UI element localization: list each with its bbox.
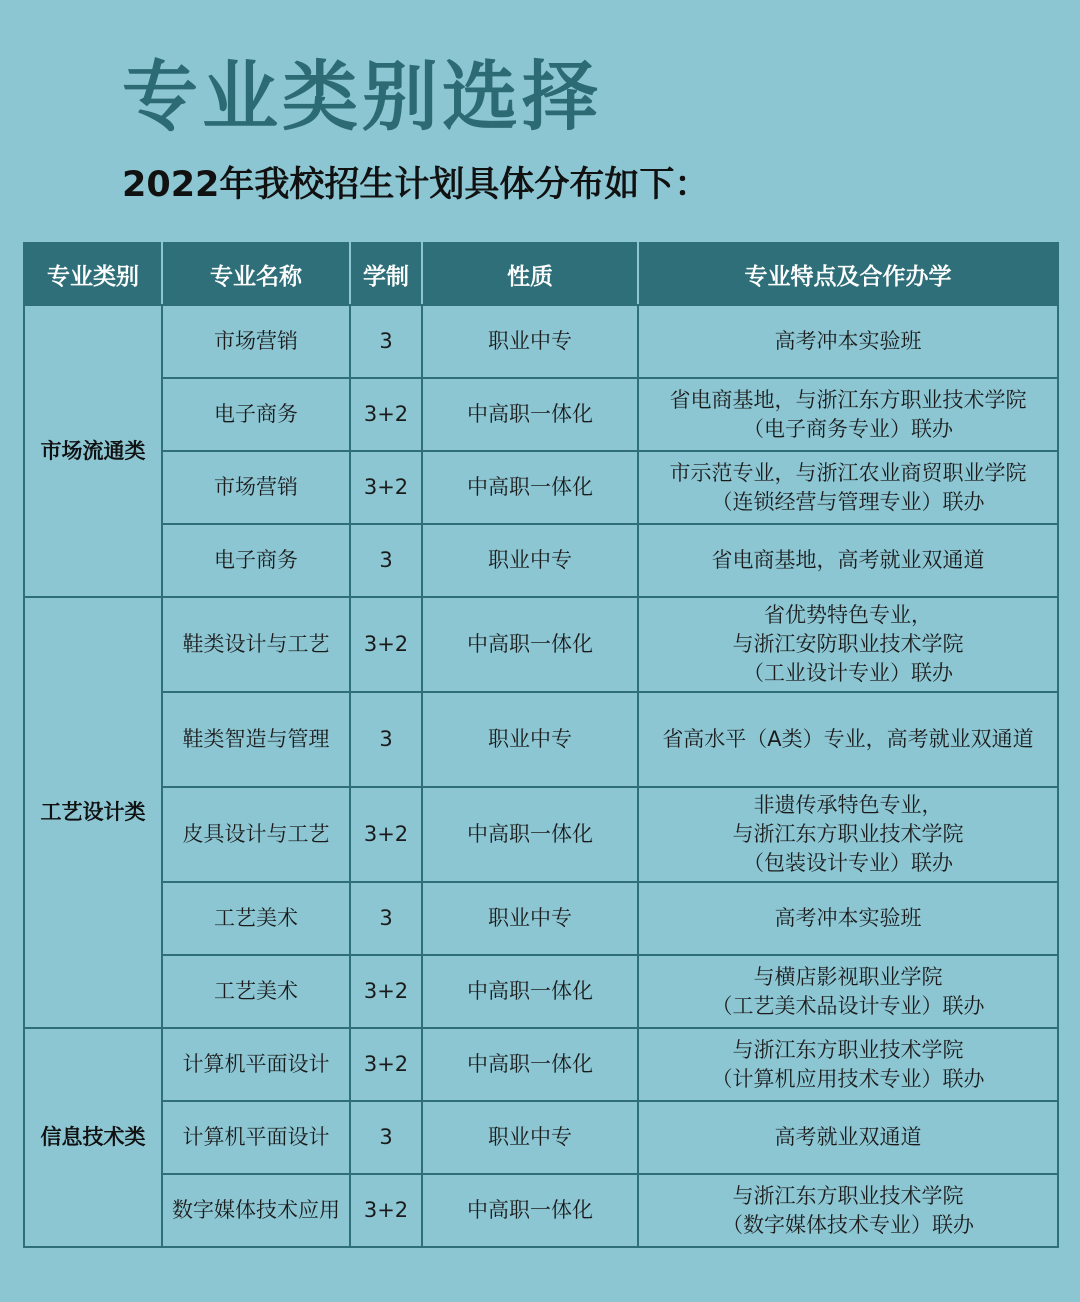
table-row xyxy=(24,692,1058,787)
enrollment-plan-table xyxy=(23,242,1059,1248)
category-cell: 市场流通类 xyxy=(24,305,162,597)
table-row xyxy=(24,305,1058,378)
major-name-cell: 市场营销 xyxy=(162,305,350,378)
duration-cell: 3+2 xyxy=(350,378,422,451)
duration-cell: 3+2 xyxy=(350,787,422,882)
features-cell: 与横店影视职业学院 （工艺美术品设计专业）联办 xyxy=(638,955,1058,1028)
major-name-cell: 鞋类智造与管理 xyxy=(162,692,350,787)
features-cell: 非遗传承特色专业， 与浙江东方职业技术学院 （包装设计专业）联办 xyxy=(638,787,1058,882)
features-cell: 与浙江东方职业技术学院 （计算机应用技术专业）联办 xyxy=(638,1028,1058,1101)
category-cell: 工艺设计类 xyxy=(24,597,162,1028)
page-subtitle: 2022年我校招生计划具体分布如下： xyxy=(122,165,710,205)
header-nature: 性质 xyxy=(422,243,638,305)
category-cell: 信息技术类 xyxy=(24,1028,162,1247)
features-cell: 省优势特色专业， 与浙江安防职业技术学院 （工业设计专业）联办 xyxy=(638,597,1058,692)
header-major-name: 专业名称 xyxy=(162,243,350,305)
features-cell: 省高水平（A类）专业，高考就业双通道 xyxy=(638,692,1058,787)
table-row xyxy=(24,524,1058,597)
features-cell: 高考冲本实验班 xyxy=(638,882,1058,955)
duration-cell: 3 xyxy=(350,692,422,787)
table-row xyxy=(24,451,1058,524)
major-name-cell: 工艺美术 xyxy=(162,955,350,1028)
duration-cell: 3 xyxy=(350,1101,422,1174)
major-name-cell: 数字媒体技术应用 xyxy=(162,1174,350,1247)
duration-cell: 3 xyxy=(350,882,422,955)
nature-cell: 职业中专 xyxy=(422,1101,638,1174)
nature-cell: 中高职一体化 xyxy=(422,597,638,692)
nature-cell: 中高职一体化 xyxy=(422,955,638,1028)
nature-cell: 中高职一体化 xyxy=(422,451,638,524)
table-row xyxy=(24,955,1058,1028)
header-category: 专业类别 xyxy=(24,243,162,305)
table-row xyxy=(24,378,1058,451)
nature-cell: 职业中专 xyxy=(422,524,638,597)
major-name-cell: 市场营销 xyxy=(162,451,350,524)
table-row xyxy=(24,1174,1058,1247)
nature-cell: 职业中专 xyxy=(422,882,638,955)
page-title: 专业类别选择 xyxy=(122,52,602,141)
features-cell: 与浙江东方职业技术学院 （数字媒体技术专业）联办 xyxy=(638,1174,1058,1247)
major-name-cell: 皮具设计与工艺 xyxy=(162,787,350,882)
duration-cell: 3+2 xyxy=(350,1174,422,1247)
nature-cell: 中高职一体化 xyxy=(422,378,638,451)
features-cell: 高考冲本实验班 xyxy=(638,305,1058,378)
features-cell: 省电商基地，高考就业双通道 xyxy=(638,524,1058,597)
table-row xyxy=(24,882,1058,955)
header-duration: 学制 xyxy=(350,243,422,305)
duration-cell: 3+2 xyxy=(350,955,422,1028)
nature-cell: 职业中专 xyxy=(422,305,638,378)
major-name-cell: 计算机平面设计 xyxy=(162,1101,350,1174)
features-cell: 高考就业双通道 xyxy=(638,1101,1058,1174)
nature-cell: 中高职一体化 xyxy=(422,1028,638,1101)
nature-cell: 职业中专 xyxy=(422,692,638,787)
nature-cell: 中高职一体化 xyxy=(422,1174,638,1247)
duration-cell: 3 xyxy=(350,305,422,378)
duration-cell: 3+2 xyxy=(350,597,422,692)
features-cell: 市示范专业，与浙江农业商贸职业学院 （连锁经营与管理专业）联办 xyxy=(638,451,1058,524)
major-name-cell: 工艺美术 xyxy=(162,882,350,955)
duration-cell: 3+2 xyxy=(350,451,422,524)
major-name-cell: 鞋类设计与工艺 xyxy=(162,597,350,692)
major-name-cell: 电子商务 xyxy=(162,378,350,451)
table-row xyxy=(24,597,1058,692)
table-header-row xyxy=(24,243,1058,305)
features-cell: 省电商基地，与浙江东方职业技术学院 （电子商务专业）联办 xyxy=(638,378,1058,451)
duration-cell: 3+2 xyxy=(350,1028,422,1101)
table-row xyxy=(24,1101,1058,1174)
major-name-cell: 计算机平面设计 xyxy=(162,1028,350,1101)
header-features: 专业特点及合作办学 xyxy=(638,243,1058,305)
nature-cell: 中高职一体化 xyxy=(422,787,638,882)
table-row xyxy=(24,1028,1058,1101)
table-row xyxy=(24,787,1058,882)
major-name-cell: 电子商务 xyxy=(162,524,350,597)
duration-cell: 3 xyxy=(350,524,422,597)
